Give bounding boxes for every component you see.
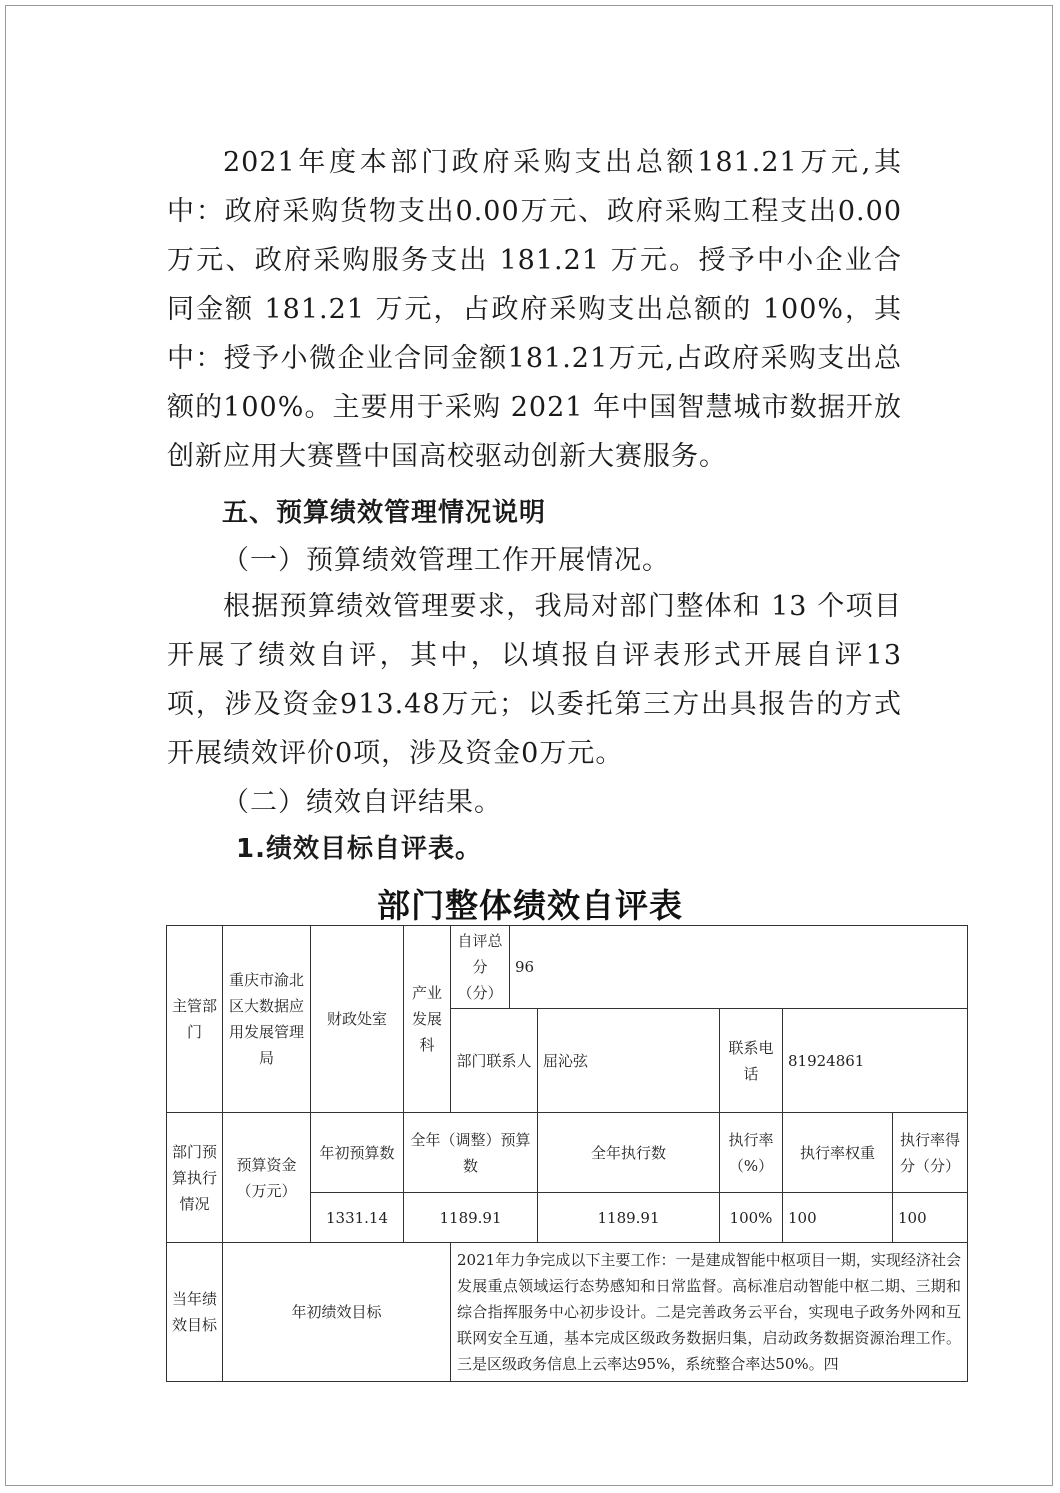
header-rate-weight: 执行率权重 xyxy=(783,1113,893,1193)
cell-industry-section: 产业发展科 xyxy=(404,926,451,1113)
header-initial-budget: 年初预算数 xyxy=(311,1113,404,1193)
cell-budget-exec-label: 部门预算执行情况 xyxy=(167,1113,223,1243)
cell-adjusted-budget: 1189.91 xyxy=(404,1193,538,1243)
header-exec-rate: 执行率（%） xyxy=(720,1113,783,1193)
paragraph-procurement: 2021年度本部门政府采购支出总额181.21万元,其中：政府采购货物支出0.00万元、政府采购工程支出0.00万元、政府采购服务支出 181.21 万元。授予中小企业合同金额 181.21 万元，占政府采购支出总额的 100%，其中：授予小微企业合同金额181.21万元,占政府采购支出总额的100%。主要用于采购 2021 年中国智慧城市数据开放创新应用大赛暨中国高校驱动创新大赛服务。 xyxy=(167,147,902,472)
table-row xyxy=(167,1243,968,1382)
cell-executed: 1189.91 xyxy=(538,1193,720,1243)
cell-main-dept-label: 主管部门 xyxy=(167,926,223,1113)
cell-score-value: 96 xyxy=(510,926,968,1009)
cell-budget-funds-label: 预算资金（万元） xyxy=(223,1113,311,1243)
header-executed: 全年执行数 xyxy=(538,1113,720,1193)
item-heading-1: 1.绩效目标自评表。 xyxy=(236,834,482,864)
cell-phone-number: 81924861 xyxy=(783,1009,968,1113)
cell-finance-office: 财政处室 xyxy=(311,926,404,1113)
performance-table xyxy=(166,925,968,1382)
cell-phone-label: 联系电话 xyxy=(720,1009,783,1113)
table-title: 部门整体绩效自评表 xyxy=(377,886,683,925)
table-row xyxy=(167,1113,968,1193)
cell-initial-goal-label: 年初绩效目标 xyxy=(223,1243,451,1382)
cell-score-label: 自评总分（分） xyxy=(451,926,510,1009)
section-heading-5: 五、预算绩效管理情况说明 xyxy=(222,498,547,528)
header-rate-score: 执行率得分（分） xyxy=(893,1113,968,1193)
cell-goal-text: 2021年力争完成以下主要工作：一是建成智能中枢项目一期，实现经济社会发展重点领域运行态势感知和日常监督。高标准启动智能中枢二期、三期和综合指挥服务中心初步设计。二是完善政务云平台，实现电子政务外网和互联网安全互通，基本完成区级政务数据归集，启动政务数据资源治理工作。三是区级政务信息上云率达95%，系统整合率达50%。四 xyxy=(451,1243,968,1382)
cell-initial-budget: 1331.14 xyxy=(311,1193,404,1243)
paragraph-evaluation: 根据预算绩效管理要求，我局对部门整体和 13 个项目开展了绩效自评，其中，以填报自评表形式开展自评13项，涉及资金913.48万元；以委托第三方出具报告的方式开展绩效评价0项，涉及资金0万元。 xyxy=(167,591,902,769)
cell-dept-name: 重庆市渝北区大数据应用发展管理局 xyxy=(223,926,311,1113)
subheading-2: （二）绩效自评结果。 xyxy=(222,787,502,818)
subheading-1: （一）预算绩效管理工作开展情况。 xyxy=(222,545,670,576)
cell-rate-score: 100 xyxy=(893,1193,968,1243)
table-row xyxy=(167,926,968,1009)
header-adjusted-budget: 全年（调整）预算数 xyxy=(404,1113,538,1193)
cell-rate-weight: 100 xyxy=(783,1193,893,1243)
cell-exec-rate: 100% xyxy=(720,1193,783,1243)
cell-contact-label: 部门联系人 xyxy=(451,1009,538,1113)
cell-annual-goal-label: 当年绩效目标 xyxy=(167,1243,223,1382)
cell-contact-name: 屈沁弦 xyxy=(538,1009,720,1113)
